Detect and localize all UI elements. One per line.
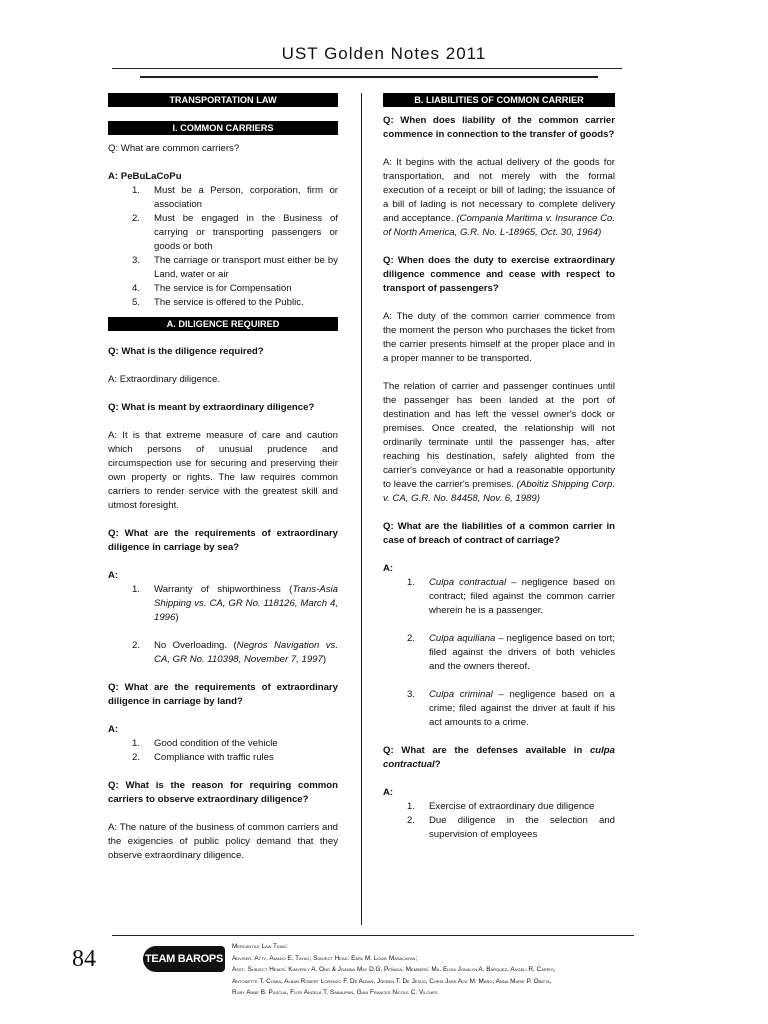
list-item: 1. Culpa contractual – negligence based on contract; filed against the common carrier wherein he is a passenger.	[407, 577, 615, 616]
header-rule	[112, 68, 622, 69]
header-rule-thick	[140, 76, 598, 78]
sea-requirements-list	[108, 583, 338, 667]
answer-intro: A:	[383, 563, 394, 574]
answer-liability-goods: A: It begins with the actual delivery of the goods for transportation, and not merely with the formal execution of a receipt or bill of lading; the issuance of a bill of lading is not necessary to complete delivery and acceptance. (Compania Maritima v. Insurance Co. of North America, G.R. No. L-18965, Oct. 30, 1964)	[383, 157, 615, 238]
answer-duty-passengers: A: The duty of the common carrier commence from the moment the person who purchases the ticket from the carrier presents himself at the proper place and in a proper manner to be transported.	[383, 311, 615, 364]
footer-rule	[112, 935, 634, 936]
credits-line: Mercantile Law Team:	[232, 943, 288, 950]
list-item: 2. Culpa aquiliana – negligence based on tort; filed against the drivers of both vehicles and the owners thereof.	[407, 633, 615, 672]
credits-line: Adviser: Atty. Amado E. Tayag; Subject Head: Earl M. Louie Masacayan;	[232, 954, 418, 962]
question-liabilities-breach: Q: What are the liabilities of a common carrier in case of breach of contract of carriage?	[383, 521, 615, 546]
column-divider	[361, 93, 362, 925]
list-item: 1. Must be a Person, corporation, firm or association	[132, 185, 338, 210]
question-diligence-required: Q: What is the diligence required?	[108, 346, 264, 357]
question-carriage-by-sea: Q: What are the requirements of extraordinary diligence in carriage by sea?	[108, 528, 338, 553]
list-item: 2. Due diligence in the selection and supervision of employees	[407, 815, 615, 840]
land-requirements-list	[108, 737, 338, 765]
question-extraordinary-diligence: Q: What is meant by extraordinary diligence?	[108, 402, 315, 413]
answer-duty-passengers-continued: The relation of carrier and passenger continues until the passenger has been landed at the port of destination and has left the vessel owner's dock or premises. Once created, the relationship will not ordinarily terminate until the passenger has, after reaching his destination, safely alighted from the carrier's conveyance or had a reasonable opportunity to leave the carrier's premises. (Aboitiz Shipping Corp. v. CA, G.R. No. 84458, Nov. 6, 1989)	[383, 381, 615, 504]
answer-reason-extraordinary-diligence: A: The nature of the business of common carriers and the exigencies of public policy demand that they observe extraordinary diligence.	[108, 822, 338, 861]
defenses-list	[383, 800, 615, 842]
list-item: 3. Culpa criminal – negligence based on a crime; filed against the driver at fault if his act amounts to a crime.	[407, 689, 615, 728]
team-barops-logo: TEAM BAROPS	[143, 946, 225, 972]
list-item: 1. Exercise of extraordinary due diligence	[407, 801, 595, 812]
sub-title-diligence-required: A. DILIGENCE REQUIRED	[108, 317, 338, 331]
question-carriage-by-land: Q: What are the requirements of extraordinary diligence in carriage by land?	[108, 682, 338, 707]
answer-extraordinary-diligence: A: It is that extreme measure of care and caution which persons of unusual prudence and circumspection use for securing and preserving their own property or rights. The law requires common carriers to render service with the greatest skill and utmost foresight.	[108, 430, 338, 511]
team-credits	[232, 941, 652, 999]
list-item: 2. No Overloading. (Negros Navigation vs. CA, GR No. 110398, November 7, 1997)	[132, 640, 338, 665]
sub-title-common-carriers: I. COMMON CARRIERS	[108, 121, 338, 135]
list-item: 4. The service is for Compensation	[132, 283, 292, 294]
answer-diligence-required: A: Extraordinary diligence.	[108, 374, 220, 385]
question-liability-goods: Q: When does liability of the common carrier commence in connection to the transfer of goods?	[383, 115, 615, 140]
left-column	[108, 93, 338, 863]
page-header-title: UST Golden Notes 2011	[281, 44, 487, 63]
question-reason-extraordinary-diligence: Q: What is the reason for requiring common carriers to observe extraordinary diligence?	[108, 780, 338, 805]
credits-line: Antonette T. Comia, Alban Robert Lorenzo F. De Alban, Joeben T. De Jesus, Chris Jark Ace M. Maño, Anna Marie P. Obieta,	[232, 977, 552, 985]
answer-intro: A:	[108, 724, 119, 735]
credits-line: Asst. Subject Heads: Kimverly A. Ong & Joanna May D.G. Peñada; Members: Ma. Elisa Jonalyn A. Barquez, Angeli R. Carpio,	[232, 966, 556, 974]
credits-line: Ruby Anne B. Pascua, Flor Angela T. Sabaupan, Gian Frances Nicole C. Vilches	[232, 989, 438, 997]
list-item: 1. Warranty of shipworthiness (Trans-Asia Shipping vs. CA, GR No. 118126, March 4, 1996)	[132, 584, 338, 623]
answer-intro: A:	[108, 570, 119, 581]
question-common-carriers: Q: What are common carriers?	[108, 143, 240, 154]
list-item: 2. Compliance with traffic rules	[132, 752, 274, 763]
question-defenses-culpa-contractual: Q: What are the defenses available in culpa contractual?	[383, 745, 615, 770]
right-column	[383, 93, 615, 842]
answer-intro: A: PeBuLaCoPu	[108, 171, 182, 182]
page-number: 84	[72, 946, 96, 972]
answer-intro: A:	[383, 787, 394, 798]
list-item: 3. The carriage or transport must either be by Land, water or air	[132, 255, 338, 280]
list-item: 1. Good condition of the vehicle	[132, 738, 278, 749]
question-duty-passengers: Q: When does the duty to exercise extraordinary diligence commence and cease with respect to transport of passengers?	[383, 255, 615, 294]
list-item: 5. The service is offered to the Public.	[132, 297, 304, 308]
section-title-transportation-law: TRANSPORTATION LAW	[108, 93, 338, 107]
common-carrier-elements-list	[108, 184, 338, 310]
section-title-liabilities: B. LIABILITIES OF COMMON CARRIER	[383, 93, 615, 107]
culpa-list	[383, 576, 615, 730]
list-item: 2. Must be engaged in the Business of carrying or transporting passengers or goods or both	[132, 213, 338, 252]
